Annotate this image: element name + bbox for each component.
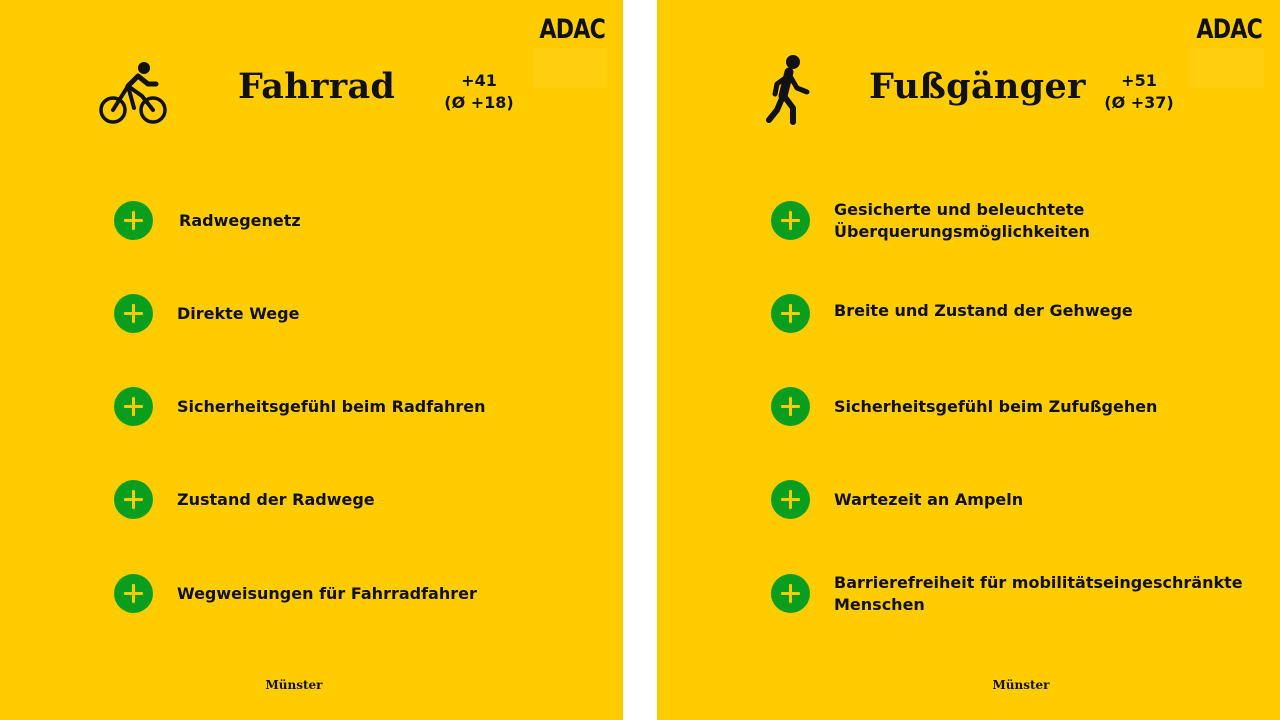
- item-label: Gesicherte und beleuchtete Überquerungsmöglichkeiten: [834, 200, 1090, 241]
- item-label: Wegweisungen für Fahrradfahrer: [177, 584, 477, 603]
- list-item: [114, 574, 594, 614]
- list-item: [114, 387, 594, 427]
- plus-icon: [771, 574, 810, 613]
- item-label: Zustand der Radwege: [177, 490, 375, 509]
- list-item: [114, 294, 594, 334]
- score-average: (Ø +37): [1104, 93, 1174, 112]
- score-average: (Ø +18): [444, 93, 514, 112]
- plus-icon: [114, 201, 153, 240]
- list-item: [114, 480, 594, 520]
- adac-logo: ADAC: [1196, 14, 1262, 45]
- list-item: [771, 480, 1251, 520]
- panel-fussgaenger: [657, 0, 1280, 720]
- plus-icon: [114, 387, 153, 426]
- item-label: Direkte Wege: [177, 304, 300, 323]
- item-label: Sicherheitsgefühl beim Zufußgehen: [834, 397, 1158, 416]
- plus-icon: [771, 294, 810, 333]
- list-item: [771, 294, 1251, 334]
- city-label: Münster: [265, 678, 323, 692]
- item-label: Wartezeit an Ampeln: [834, 490, 1024, 509]
- list-item: [771, 201, 1251, 241]
- panel-fahrrad: [0, 0, 623, 720]
- list-item: [771, 574, 1251, 614]
- plus-icon: [771, 387, 810, 426]
- page-title: Fahrrad: [238, 66, 396, 107]
- item-label: Sicherheitsgefühl beim Radfahren: [177, 397, 486, 416]
- list-item: [771, 387, 1251, 427]
- criteria-list: [657, 0, 1280, 720]
- item-label: Breite und Zustand der Gehwege: [834, 301, 1133, 320]
- item-label: Barrierefreiheit für mobilitätseingeschränkte Menschen: [834, 573, 1243, 614]
- page-title: Fußgänger: [869, 66, 1086, 107]
- adac-logo: ADAC: [539, 14, 605, 45]
- criteria-list: [0, 0, 623, 720]
- list-item: [114, 201, 594, 241]
- plus-icon: [114, 294, 153, 333]
- score-value: +51: [1121, 71, 1157, 90]
- item-label: Radwegenetz: [179, 211, 301, 230]
- score-value: +41: [461, 71, 497, 90]
- plus-icon: [771, 480, 810, 519]
- plus-icon: [114, 480, 153, 519]
- plus-icon: [771, 201, 810, 240]
- plus-icon: [114, 574, 153, 613]
- city-label: Münster: [992, 678, 1050, 692]
